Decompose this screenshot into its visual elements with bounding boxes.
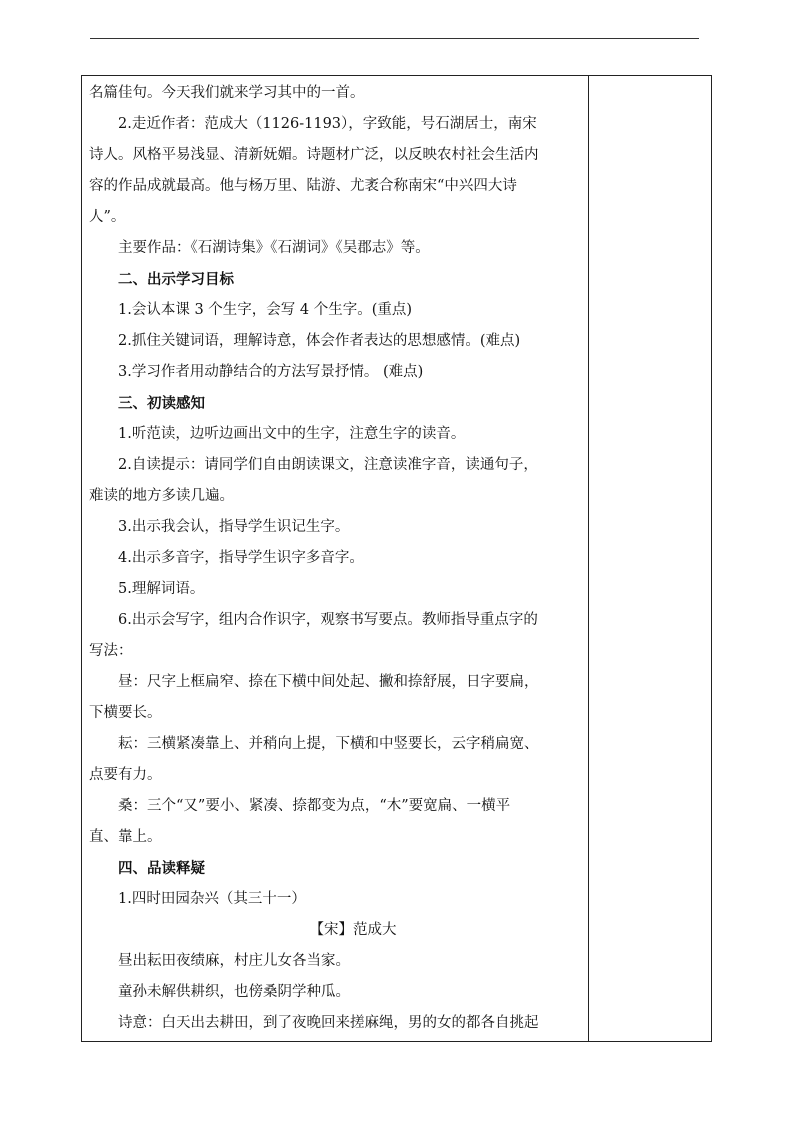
text-line: 2.抓住关键词语，理解诗意，体会作者表达的思想感情。(难点) bbox=[118, 333, 521, 349]
text-line: 1.听范读，边听边画出文中的生字，注意生字的读音。 bbox=[118, 426, 466, 442]
text-line: 主要作品：《石湖诗集》《石湖词》《吴郡志》等。 bbox=[118, 240, 430, 256]
text-line: 昼出耘田夜绩麻，村庄儿女各当家。 bbox=[118, 953, 350, 969]
text-line: 4.出示多音字，指导学生识字多音字。 bbox=[118, 550, 364, 566]
text-line: 诗意：白天出去耕田，到了夜晚回来搓麻绳，男的女的都各自挑起 bbox=[118, 1015, 539, 1031]
text-line: 耘：三横紧凑靠上、并稍向上提，下横和中竖要长，云字稍扁宽、 bbox=[118, 736, 539, 752]
section-heading: 三、初读感知 bbox=[118, 395, 205, 412]
text-line: 5.理解词语。 bbox=[118, 581, 205, 597]
text-line: 诗人。风格平易浅显、清新妩媚。诗题材广泛，以反映农村社会生活内 bbox=[89, 147, 539, 163]
text-line: 名篇佳句。今天我们就来学习其中的一首。 bbox=[89, 85, 365, 101]
text-line: 2.自读提示：请同学们自由朗读课文，注意读准字音，读通句子， bbox=[118, 457, 538, 473]
text-line: 1.四时田园杂兴（其三十一） bbox=[118, 891, 306, 907]
text-line: 6.出示会写字，组内合作识字，观察书写要点。教师指导重点字的 bbox=[118, 612, 538, 628]
text-line: 写法： bbox=[89, 643, 133, 659]
text-line: 3.学习作者用动静结合的方法写景抒情。 (难点) bbox=[118, 364, 424, 380]
text-line: 2.走近作者：范成大（1126-1193），字致能，号石湖居士，南宋 bbox=[118, 116, 537, 132]
text-line: 昼：尺字上框扁窄、捺在下横中间处起、撇和捺舒展，日字要扁， bbox=[118, 674, 539, 690]
text-line: 童孙未解供耕织，也傍桑阴学种瓜。 bbox=[118, 984, 350, 1000]
column-divider bbox=[588, 76, 589, 1041]
section-heading: 二、出示学习目标 bbox=[118, 271, 234, 288]
lesson-content-cell bbox=[89, 78, 587, 1039]
text-line: 点要有力。 bbox=[89, 767, 162, 783]
poem-author: 【宋】范成大 bbox=[309, 922, 397, 938]
text-line: 人”。 bbox=[89, 209, 126, 225]
text-line: 直、靠上。 bbox=[89, 829, 162, 845]
text-line: 1.会认本课 3 个生字，会写 4 个生字。(重点) bbox=[118, 302, 413, 318]
text-line: 容的作品成就最高。他与杨万里、陆游、尤袤合称南宋“中兴四大诗 bbox=[89, 178, 517, 194]
header-rule bbox=[90, 38, 699, 39]
text-line: 桑：三个“又”要小、紧凑、捺都变为点，“木”要宽扁、一横平 bbox=[118, 798, 511, 814]
text-line: 难读的地方多读几遍。 bbox=[89, 488, 234, 504]
section-heading: 四、品读释疑 bbox=[118, 860, 205, 877]
text-line: 下横要长。 bbox=[89, 705, 162, 721]
text-line: 3.出示我会认，指导学生识记生字。 bbox=[118, 519, 350, 535]
